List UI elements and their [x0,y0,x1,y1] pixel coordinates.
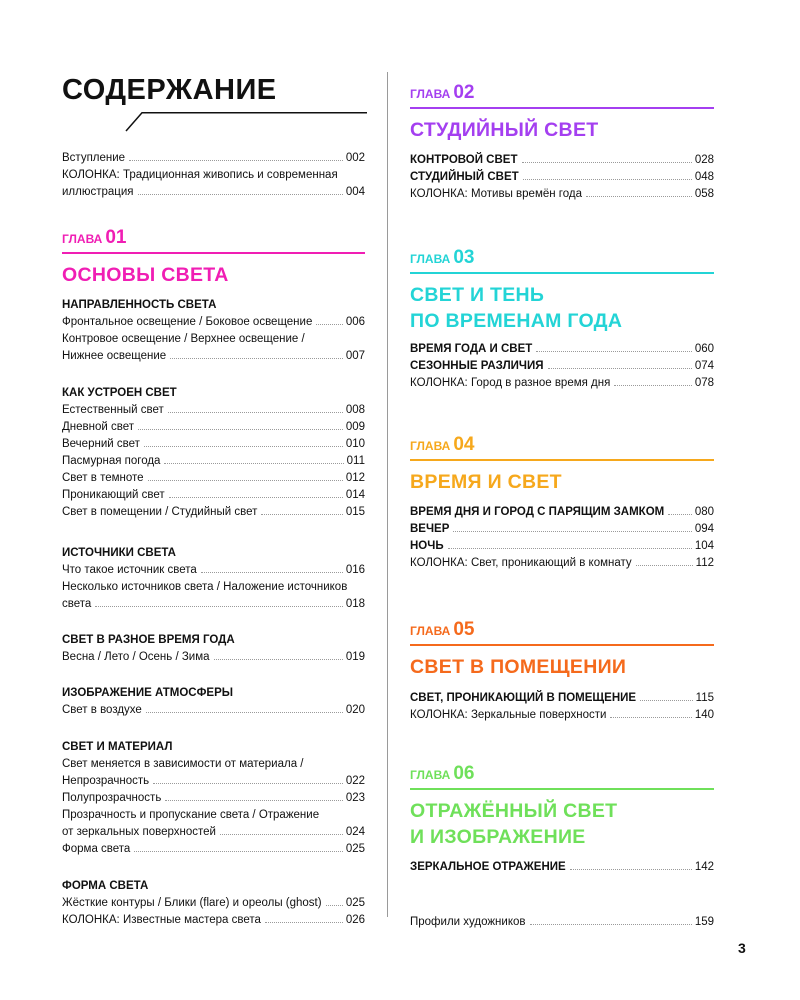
section-heading[interactable]: СВЕТ В РАЗНОЕ ВРЕМЯ ГОДА [62,634,235,646]
chapter-06-title[interactable]: ОТРАЖЁННЫЙ СВЕТ И ИЗОБРАЖЕНИЕ [410,800,618,848]
toc-entry[interactable]: Дневной свет 009 [62,421,365,433]
chapter-02-label: ГЛАВА 02 [410,82,475,103]
section-light-shape [62,878,365,929]
section-light-and-material [62,739,365,858]
chapter-01-title[interactable]: ОСНОВЫ СВЕТА [62,264,229,286]
dot-leader [129,160,343,161]
chapter-01 [62,228,365,288]
toc-entry[interactable]: света 018 [62,598,365,610]
section-direction [62,297,365,365]
intro-block [62,150,365,201]
chapter-02 [410,83,714,143]
toc-entry[interactable]: Фронтальное освещение / Боковое освещение 006 [62,316,365,328]
dot-leader [610,717,691,718]
page-title: СОДЕРЖАНИЕ [62,74,277,106]
chapter-06-label: ГЛАВА 06 [410,763,475,784]
toc-entry[interactable]: Что такое источник света 016 [62,564,365,576]
chapter-03-rule [410,272,714,274]
section-heading[interactable]: СВЕТ И МАТЕРИАЛ [62,741,173,753]
toc-entry[interactable]: Проникающий свет 014 [62,489,365,501]
toc-entry-line[interactable]: КОЛОНКА: Традиционная живопись и современная [62,169,338,181]
section-light-sources [62,545,365,613]
dot-leader [95,606,343,607]
dot-leader [169,497,343,498]
chapter-04-title[interactable]: ВРЕМЯ И СВЕТ [410,471,562,493]
chapter-03 [410,248,714,334]
toc-entry[interactable]: КОЛОНКА: Город в разное время дня 078 [410,377,714,389]
dot-leader [265,922,343,923]
dot-leader [326,905,343,906]
dot-leader [530,924,692,925]
chapter-05-title[interactable]: СВЕТ В ПОМЕЩЕНИИ [410,656,627,678]
toc-entry[interactable]: Свет в темноте 012 [62,472,365,484]
dot-leader [170,358,343,359]
toc-entry[interactable]: Вступление 002 [62,152,365,164]
chapter-05 [410,620,714,680]
toc-entry-line[interactable]: Несколько источников света / Наложение источников [62,581,348,593]
section-how-light-works [62,385,365,521]
dot-leader [165,800,342,801]
dot-leader [201,572,343,573]
chapter-03-entries [410,341,714,392]
chapter-05-label: ГЛАВА 05 [410,619,475,640]
toc-entry[interactable]: КОЛОНКА: Свет, проникающий в комнату 112 [410,557,714,569]
toc-entry[interactable]: СВЕТ, ПРОНИКАЮЩИЙ В ПОМЕЩЕНИЕ 115 [410,692,714,704]
dot-leader [548,368,692,369]
chapter-01-label: ГЛАВА 01 [62,227,127,248]
toc-entry[interactable]: Полупрозрачность 023 [62,792,365,804]
chapter-05-rule [410,644,714,646]
chapter-01-rule [62,252,365,254]
dot-leader [448,548,692,549]
section-heading[interactable]: КАК УСТРОЕН СВЕТ [62,387,177,399]
dot-leader [614,385,691,386]
dot-leader [146,712,343,713]
toc-entry[interactable]: иллюстрация 004 [62,186,365,198]
toc-entry[interactable]: Вечерний свет 010 [62,438,365,450]
toc-entry[interactable]: Весна / Лето / Осень / Зима 019 [62,651,365,663]
dot-leader [536,351,692,352]
toc-entry[interactable]: КОЛОНКА: Зеркальные поверхности 140 [410,709,714,721]
toc-entry[interactable]: ЗЕРКАЛЬНОЕ ОТРАЖЕНИЕ 142 [410,861,714,873]
toc-entry[interactable]: Форма света 025 [62,843,365,855]
section-seasons [62,632,365,666]
toc-entry[interactable]: Пасмурная погода 011 [62,455,365,467]
dot-leader [570,869,692,870]
dot-leader [523,179,692,180]
toc-entry-line[interactable]: Контровое освещение / Верхнее освещение / [62,333,305,345]
section-heading[interactable]: ИЗОБРАЖЕНИЕ АТМОСФЕРЫ [62,687,233,699]
toc-entry[interactable]: Естественный свет 008 [62,404,365,416]
chapter-03-label: ГЛАВА 03 [410,247,475,268]
section-heading[interactable]: ФОРМА СВЕТА [62,880,149,892]
toc-entry[interactable]: НОЧЬ 104 [410,540,714,552]
toc-entry[interactable]: ВЕЧЕР 094 [410,523,714,535]
chapter-06-rule [410,788,714,790]
dot-leader [134,851,343,852]
toc-entry[interactable]: Свет в помещении / Студийный свет 015 [62,506,365,518]
toc-entry[interactable]: от зеркальных поверхностей 024 [62,826,365,838]
toc-entry[interactable]: КОНТРОВОЙ СВЕТ 028 [410,154,714,166]
column-divider [387,72,388,917]
page-number: 3 [738,940,746,956]
toc-entry[interactable]: Нижнее освещение 007 [62,350,365,362]
chapter-02-rule [410,107,714,109]
toc-entry[interactable]: ВРЕМЯ ГОДА И СВЕТ 060 [410,343,714,355]
dot-leader [164,463,343,464]
dot-leader [261,514,342,515]
chapter-02-entries [410,152,714,203]
chapter-05-entries [410,690,714,724]
toc-entry[interactable]: Свет в воздухе 020 [62,704,365,716]
dot-leader [220,834,343,835]
dot-leader [453,531,691,532]
chapter-04-label: ГЛАВА 04 [410,434,475,455]
dot-leader [138,429,343,430]
chapter-04 [410,435,714,495]
toc-entry[interactable]: ВРЕМЯ ДНЯ И ГОРОД С ПАРЯЩИМ ЗАМКОМ 080 [410,506,714,518]
toc-entry[interactable]: Непрозрачность 022 [62,775,365,787]
toc-entry[interactable]: СТУДИЙНЫЙ СВЕТ 048 [410,171,714,183]
dot-leader [522,162,692,163]
dot-leader [640,700,693,701]
dot-leader [148,480,343,481]
dot-leader [668,514,692,515]
toc-entry[interactable]: Профили художников 159 [410,916,714,928]
dot-leader [168,412,343,413]
dot-leader [636,565,693,566]
chapter-04-rule [410,459,714,461]
chapter-06 [410,764,714,850]
artist-profiles [410,914,714,931]
dot-leader [214,659,343,660]
toc-entry-line[interactable]: Прозрачность и пропускание света / Отражение [62,809,320,821]
title-underline-decoration [62,112,367,132]
toc-entry[interactable]: Жёсткие контуры / Блики (flare) и ореолы (ghost) 025 [62,897,365,909]
section-atmosphere [62,685,365,719]
chapter-04-entries [410,504,714,572]
chapter-03-title[interactable]: СВЕТ И ТЕНЬ ПО ВРЕМЕНАМ ГОДА [410,284,623,332]
dot-leader [153,783,343,784]
dot-leader [138,194,343,195]
section-heading[interactable]: НАПРАВЛЕННОСТЬ СВЕТА [62,299,217,311]
toc-entry[interactable]: СЕЗОННЫЕ РАЗЛИЧИЯ 074 [410,360,714,372]
chapter-02-title[interactable]: СТУДИЙНЫЙ СВЕТ [410,119,599,141]
toc-entry[interactable]: КОЛОНКА: Известные мастера света 026 [62,914,365,926]
toc-entry[interactable]: КОЛОНКА: Мотивы времён года 058 [410,188,714,200]
toc-entry-line[interactable]: Свет меняется в зависимости от материала / [62,758,304,770]
dot-leader [586,196,692,197]
dot-leader [316,324,342,325]
section-heading[interactable]: ИСТОЧНИКИ СВЕТА [62,547,176,559]
dot-leader [144,446,343,447]
chapter-06-entries [410,859,714,876]
